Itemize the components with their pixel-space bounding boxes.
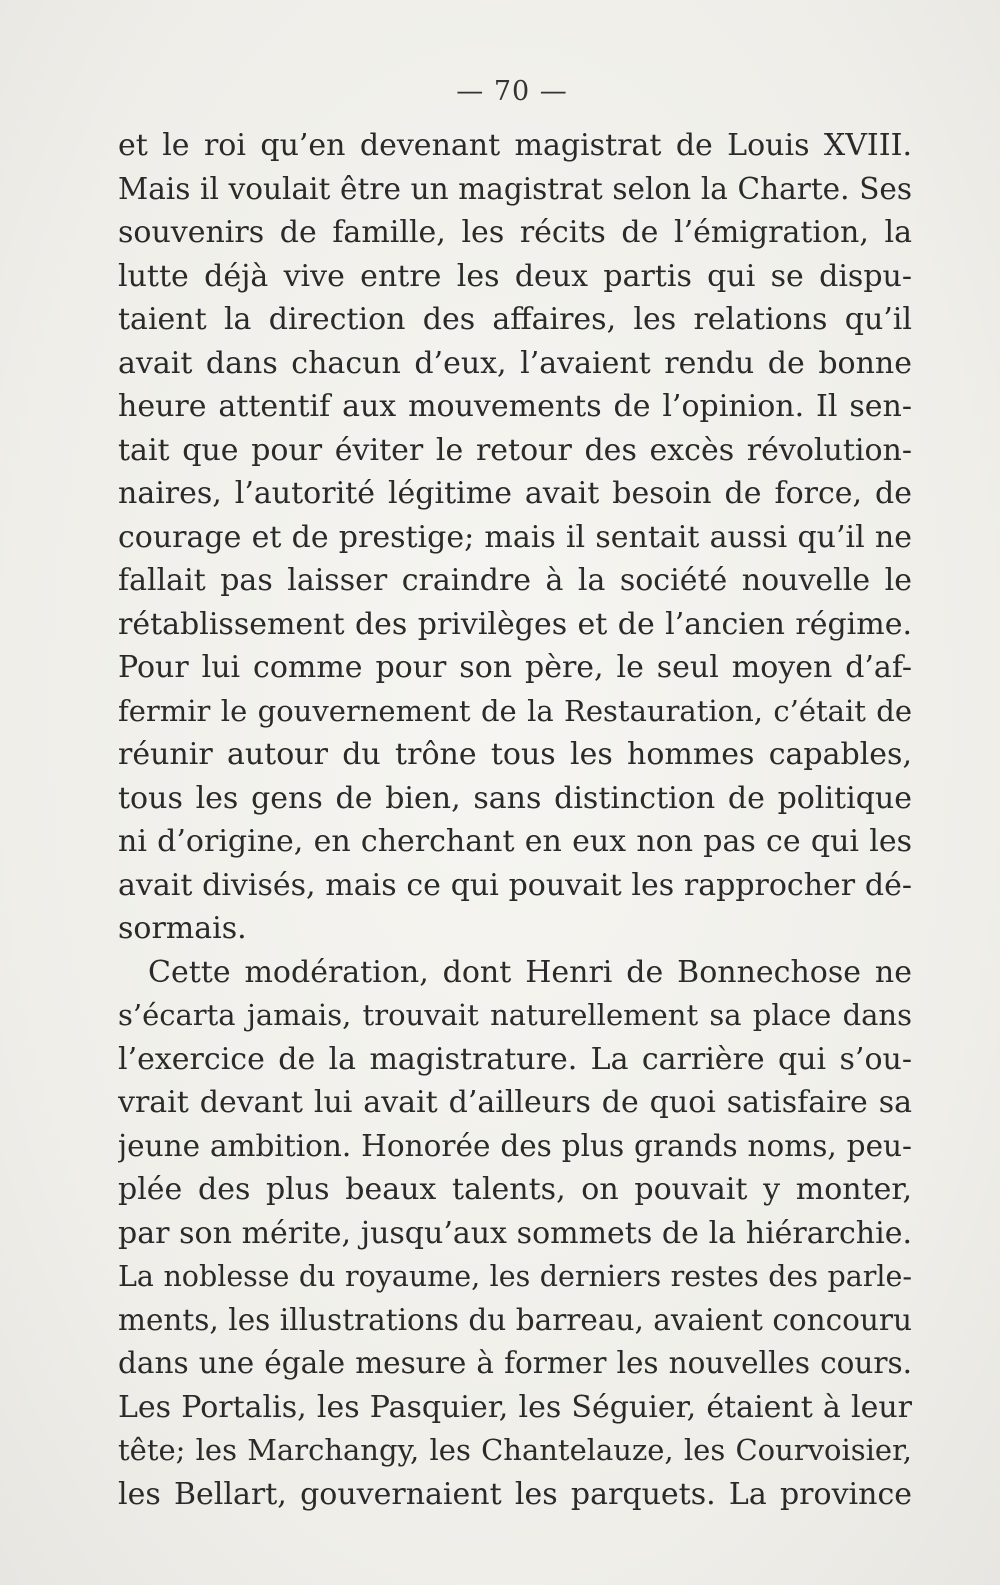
text-line: s’écarta jamais, trouvait naturellement sa place dans (118, 998, 912, 1032)
text-line: tait que pour éviter le retour des excès révolution- (118, 432, 912, 468)
paragraph-2 (118, 951, 912, 1517)
text-line: fermir le gouvernement de la Restauration, c’était de (118, 693, 912, 728)
text-line: dans une égale mesure à former les nouvelles cours. (118, 1346, 912, 1380)
text-line: rétablissement des privilèges et de l’ancien régime. (118, 606, 912, 642)
text-line: vrait devant lui avait d’ailleurs de quoi satisfaire sa (118, 1085, 912, 1120)
text-line: les Bellart, gouvernaient les parquets. La province (118, 1476, 912, 1512)
text-line: taient la direction des affaires, les relations qu’il (118, 302, 912, 337)
text-line: Les Portalis, les Pasquier, les Séguier, étaient à leur (118, 1389, 912, 1425)
text-line: Pour lui comme pour son père, le seul moyen d’af- (118, 650, 912, 685)
text-line: sormais. (118, 911, 247, 946)
text-line: avait dans chacun d’eux, l’avaient rendu de bonne (118, 345, 912, 381)
text-line: plée des plus beaux talents, on pouvait y monter, (118, 1172, 912, 1207)
text-line: tête; les Marchangy, les Chantelauze, les Courvoisier, (118, 1433, 912, 1467)
text-line: Cette modération, dont Henri de Bonnechose ne (148, 954, 912, 990)
text-line: par son mérite, jusqu’aux sommets de la hiérarchie. (118, 1215, 912, 1251)
paragraph-1 (118, 124, 912, 951)
text-line: l’exercice de la magistrature. La carrière qui s’ou- (118, 1041, 912, 1077)
text-line: tous les gens de bien, sans distinction de politique (118, 780, 912, 816)
text-line: courage et de prestige; mais il sentait aussi qu’il ne (118, 519, 912, 555)
text-line: jeune ambition. Honorée des plus grands noms, peu- (118, 1128, 912, 1163)
text-line: fallait pas laisser craindre à la société nouvelle le (118, 563, 912, 598)
text-line: souvenirs de famille, les récits de l’émigration, la (118, 215, 912, 250)
body-text (118, 124, 912, 1516)
text-line: naires, l’autorité légitime avait besoin de force, de (118, 476, 912, 511)
text-line: et le roi qu’en devenant magistrat de Louis XVIII. (118, 128, 912, 163)
text-line: lutte déjà vive entre les deux partis qui se dispu- (118, 258, 912, 294)
text-line: La noblesse du royaume, les derniers restes des parle- (118, 1260, 912, 1293)
page-number: — 70 — (456, 76, 568, 107)
text-line: Mais il voulait être un magistrat selon la Charte. Ses (118, 171, 912, 206)
text-line: réunir autour du trône tous les hommes capables, (118, 737, 912, 772)
text-line: heure attentif aux mouvements de l’opinion. Il sen- (118, 389, 912, 424)
text-line: avait divisés, mais ce qui pouvait les rapprocher dé- (118, 867, 912, 903)
text-line: ni d’origine, en cherchant en eux non pas ce qui les (118, 824, 912, 859)
text-line: ments, les illustrations du barreau, avaient concouru (118, 1302, 912, 1337)
